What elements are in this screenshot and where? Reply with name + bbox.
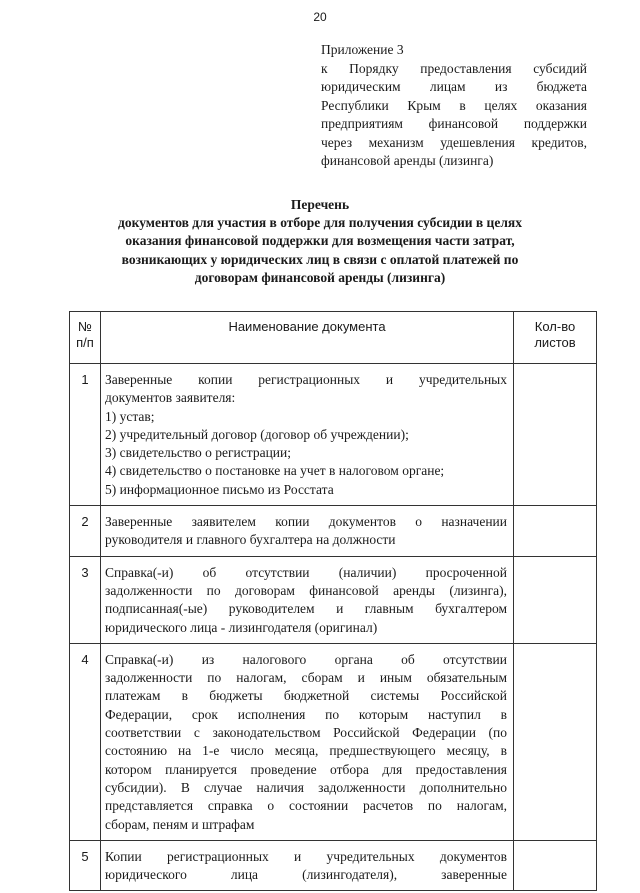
document-text-line: субсидии). В случае наличия задолженности дополнительно: [105, 779, 507, 795]
page-number: 20: [313, 10, 327, 24]
row-number: 5: [70, 840, 101, 891]
header-document-name-text: Наименование документа: [228, 319, 386, 334]
document-text-line: юридического лица - лизингодателя (оригинал): [105, 619, 378, 635]
appendix-line: финансовой аренды (лизинга): [321, 153, 494, 168]
row-number: 2: [70, 506, 101, 557]
title-line: оказания финансовой поддержки для возмещения части затрат,: [125, 233, 515, 249]
row-sheet-count: [514, 506, 597, 557]
row-sheet-count: [514, 643, 597, 840]
document-text-line: Копии регистрационных и учредительных документов: [105, 848, 507, 864]
header-document-name: [101, 312, 514, 364]
row-sheet-count: [514, 840, 597, 891]
document-text-line: 1) устав;: [105, 408, 155, 424]
document-text-line: платежам в бюджеты бюджетной системы Российской: [105, 688, 507, 704]
header-number-line2: п/п: [76, 335, 94, 350]
document-text-line: 2) учредительный договор (договор об учреждении);: [105, 426, 409, 442]
document-text-line: Заверенные заявителем копии документов о назначении: [105, 514, 507, 530]
title-heading: Перечень: [290, 197, 350, 212]
appendix-line: юридическим лицам из бюджета: [321, 79, 587, 94]
table-row: [70, 506, 597, 557]
document-text-line: юридического лица (лизингодателя), заверенные: [105, 867, 507, 883]
appendix-title: Приложение 3: [321, 42, 404, 57]
row-document-name: [101, 643, 514, 840]
title-line: возникающих у юридических лиц в связи с оплатой платежей по: [121, 251, 519, 267]
document-text-line: задолженности по налогам, сборам и иным обязательным: [105, 670, 507, 686]
table-header-row: [70, 312, 597, 364]
table-row: [70, 840, 597, 891]
header-sheet-count-line1: Кол-во: [534, 319, 576, 334]
row-document-name: [101, 364, 514, 506]
table-row: [70, 364, 597, 506]
document-text-line: состоянию на 1-е число месяца, предшествующего месяцу, в: [105, 743, 507, 759]
document-text-line: соответствии с законодательством Российской Федерации (по: [105, 725, 507, 741]
document-text-line: Справка(-и) из налогового органа об отсутствии: [105, 651, 507, 667]
document-text-line: сборам, пеням и штрафам: [105, 816, 255, 832]
row-number: 4: [70, 643, 101, 840]
row-number: 1: [70, 364, 101, 506]
row-document-name: [101, 506, 514, 557]
header-number-line1: №: [78, 319, 92, 334]
appendix-line: через механизм удешевления кредитов,: [321, 134, 587, 150]
document-text-line: Заверенные копии регистрационных и учредительных: [105, 372, 507, 387]
table-row: [70, 643, 597, 840]
table-row: [70, 556, 597, 643]
document-text-line: задолженности по договорам финансовой аренды (лизинга),: [105, 582, 507, 598]
document-text-line: документов заявителя:: [105, 390, 236, 406]
document-text-line: подписанная(-ые) руководителем и главным бухгалтером: [105, 601, 507, 617]
row-sheet-count: [514, 364, 597, 506]
title-line: документов для участия в отборе для получения субсидии в целях: [118, 215, 522, 231]
appendix-header: [321, 41, 587, 171]
document-text-line: 3) свидетельство о регистрации;: [105, 445, 292, 461]
document-text-line: 4) свидетельство о постановке на учет в налоговом органе;: [105, 463, 445, 479]
header-sheet-count-line2: листов: [534, 335, 576, 350]
document-text-line: Справка(-и) об отсутствии (наличии) просроченной: [105, 564, 507, 580]
document-title: [70, 196, 570, 287]
row-document-name: [101, 556, 514, 643]
row-number: 3: [70, 556, 101, 643]
document-text-line: 5) информационное письмо из Росстата: [105, 481, 334, 497]
appendix-line: к Порядку предоставления субсидий: [321, 60, 587, 76]
documents-table: [69, 311, 597, 891]
row-sheet-count: [514, 556, 597, 643]
document-text-line: представляется справка о состоянии расчетов по налогам,: [105, 798, 507, 814]
appendix-line: Республики Крым в целях оказания: [321, 97, 587, 113]
document-text-line: котором планируется проведение отбора для предоставления: [105, 761, 507, 777]
appendix-line: предприятиям финансовой поддержки: [321, 116, 587, 131]
header-number: [70, 312, 101, 364]
title-line: договорам финансовой аренды (лизинга): [194, 269, 446, 285]
row-document-name: [101, 840, 514, 891]
header-sheet-count: [514, 312, 597, 364]
document-text-line: Федерации, срок исполнения по которым наступил в: [105, 706, 507, 722]
document-text-line: руководителя и главного бухгалтера на должности: [105, 532, 396, 548]
